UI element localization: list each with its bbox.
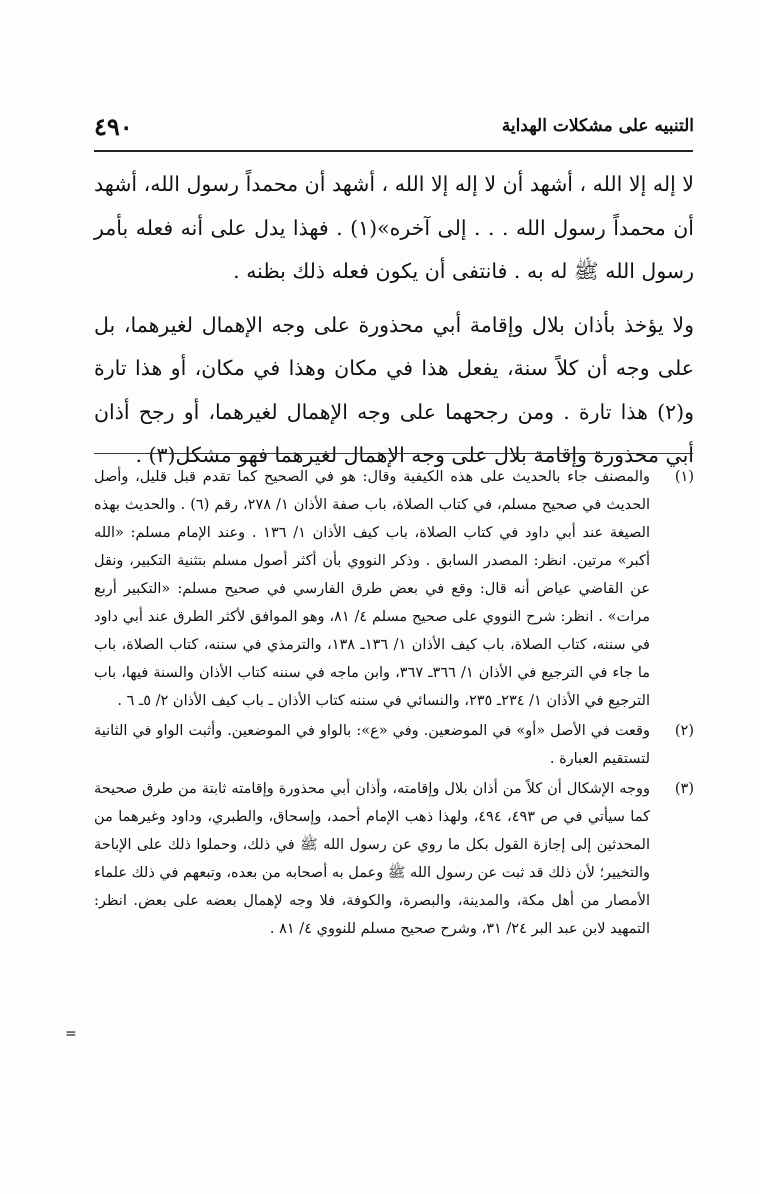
main-text [94,163,694,478]
footnote [94,775,694,943]
paragraph: ولا يؤخذ بأذان بلال وإقامة أبي محذورة على وجه الإهمال لغيرهما، بل على وجه أن كلاً سنة، يفعل هذا في مكان وهذا في مكان، أو هذا تارة و(٢) هذا تارة . ومن رجحهما على وجه الإهمال لغيرهما، أو رجح أذان أبي محذورة وإقامة بلال على وجه الإهمال لغيرهما فهو مشكل(٣) . [94,312,694,467]
footnote-text: ووجه الإشكال أن كلاً من أذان بلال وإقامته، وأذان أبي محذورة وإقامته ثابتة من طرق صحيحة كما سيأتي في ص ٤٩٣، ٤٩٤، ولهذا ذهب الإمام أحمد، وإسحاق، والطبري، وداود وغيرهما من المحدثين إلى إجازة القول بكل ما روي عن رسول الله ﷺ في ذلك، وحملوا ذلك على الإباحة والتخيير؛ لأن ذلك قد ثبت عن رسول الله ﷺ وعمل به أصحابه من بعده، وتبعهم في ذلك علماء الأمصار من أهل مكة، والمدينة، والبصرة، والكوفة، فلا وجه لإهمال بعضه على بعض. انظر: التمهيد لابن عبد البر ٢٤/ ٣١، وشرح صحيح مسلم للنووي ٤/ ٨١ . [94,781,650,937]
footnote-text: وقعت في الأصل «أو» في الموضعين. وفي «ع»: بالواو في الموضعين. وأثبت الواو في الثانية لتستقيم العبارة . [94,723,650,767]
footnote-rule [94,453,693,454]
footnotes [94,463,694,943]
footnote-number: (١) [674,469,694,485]
footnote [94,463,694,715]
margin-mark: = [65,1026,77,1042]
running-title: التنبيه على مشكلات الهداية [501,116,694,136]
footnote-number: (٣) [674,781,694,797]
footnote-text: والمصنف جاء بالحديث على هذه الكيفية وقال: هو في الصحيح كما تقدم قبل قليل، وأصل الحديث في صحيح مسلم، في كتاب الصلاة، باب صفة الأذان ١/ ٢٧٨، رقم (٦) . والحديث بهذه الصيغة عند أبي داود في كتاب الصلاة، باب كيف الأذان ١/ ١٣٦ . وعند الإمام مسلم: «الله أكبر» مرتين. انظر: المصدر السابق . وذكر النووي بأن أكثر أصول مسلم بتثنية التكبير، ونقل عن القاضي عياض أنه قال: وقع في بعض طرق الفارسي في صحيح مسلم: «التكبير أربع مرات» . انظر: شرح النووي على صحيح مسلم ٤/ ٨١، وهو الموافق لأكثر الطرق عند أبي داود في سننه، كتاب الصلاة، باب كيف الأذان ١/ ١٣٦ـ ١٣٨، والترمذي في سننه، كتاب الصلاة، باب ما جاء في الترجيع في الأذان ١/ ٣٦٦ـ ٣٦٧، وابن ماجه في سننه كتاب الأذان والسنة فيها، باب الترجيع في الأذان ١/ ٢٣٤ـ ٢٣٥، والنسائي في سننه كتاب الأذان ـ باب كيف الأذان ٢/ ٥ـ ٦ . [94,469,651,709]
page-number: ٤٩٠ [94,112,133,141]
header-rule [94,150,693,152]
page-header [94,112,694,148]
paragraph: لا إله إلا الله ، أشهد أن لا إله إلا الله ، أشهد أن محمداً رسول الله، أشهد أن محمداً رسول الله . . . إلى آخره»(١) . فهذا يدل على أنه فعله بأمر رسول الله ﷺ له به . فانتفى أن يكون فعله ذلك بظنه . [94,172,694,283]
footnote [94,717,694,773]
footnote-number: (٢) [674,723,694,739]
